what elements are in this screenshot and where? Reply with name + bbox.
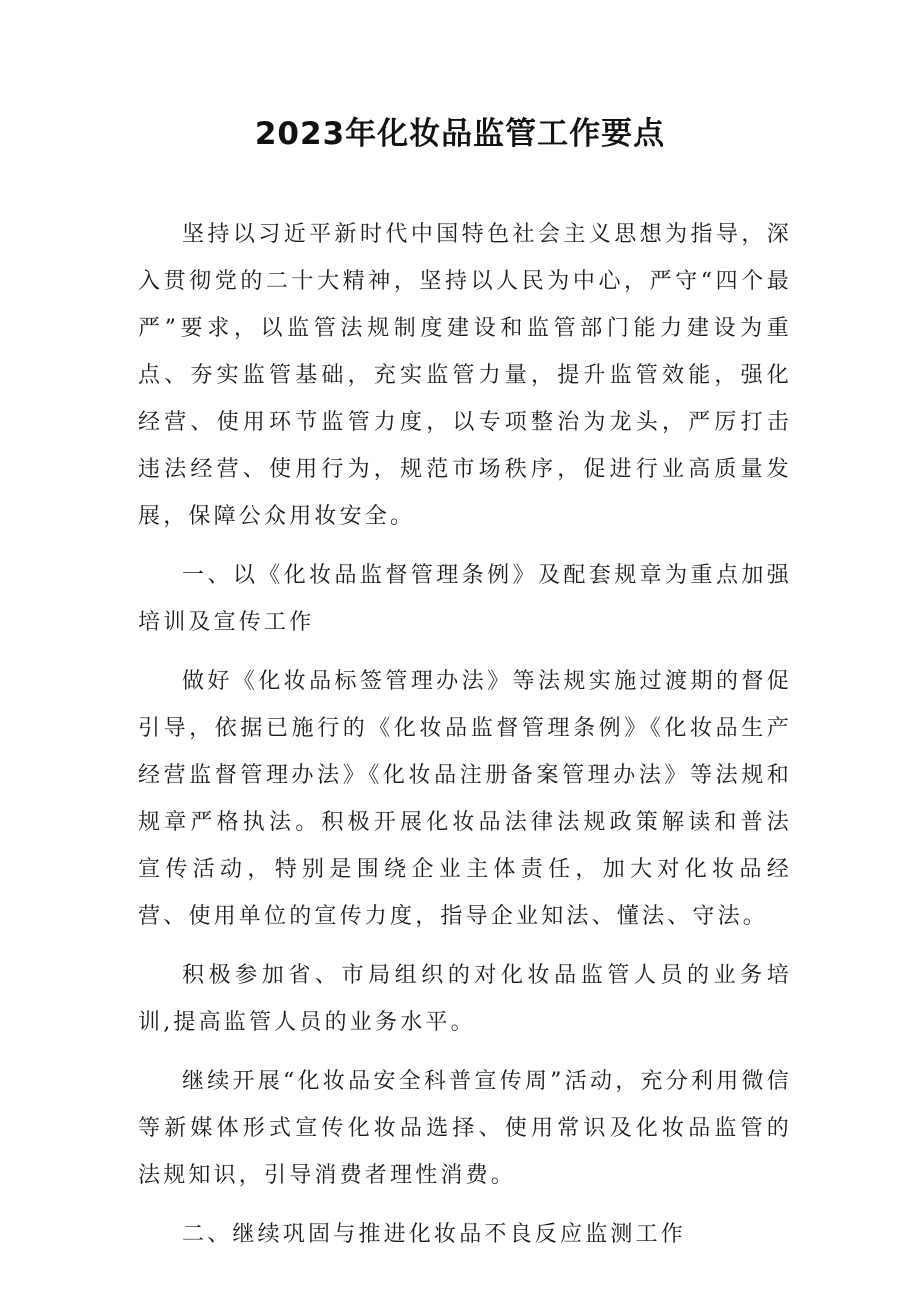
section-heading-1: 一、以《化妆品监督管理条例》及配套规章为重点加强培训及宣传工作 [138, 563, 792, 635]
document-body [138, 211, 792, 1270]
document-title: 2023年化妆品监管工作要点 [254, 116, 666, 152]
section-1-paragraph-3: 继续开展“化妆品安全科普宣传周”活动，充分利用微信等新媒体形式宣传化妆品选择、使用常识及化妆品监管的法规知识，引导消费者理性消费。 [138, 1069, 792, 1188]
section-1-paragraph-2: 积极参加省、市局组织的对化妆品监管人员的业务培训,提高监管人员的业务水平。 [138, 963, 792, 1035]
intro-paragraph: 坚持以习近平新时代中国特色社会主义思想为指导，深入贯彻党的二十大精神，坚持以人民为中心，严守“四个最严”要求，以监管法规制度建设和监管部门能力建设为重点、夯实监管基础，充实监管力量，提升监管效能，强化经营、使用环节监管力度，以专项整治为龙头，严厉打击违法经营、使用行为，规范市场秩序，促进行业高质量发展，保障公众用妆安全。 [138, 222, 792, 529]
section-1-paragraph-1: 做好《化妆品标签管理办法》等法规实施过渡期的督促引导，依据已施行的《化妆品监督管理条例》《化妆品生产经营监督管理办法》《化妆品注册备案管理办法》等法规和规章严格执法。积极开展化妆品法律法规政策解读和普法宣传活动，特别是围绕企业主体责任，加大对化妆品经营、使用单位的宣传力度，指导企业知法、懂法、守法。 [138, 669, 792, 929]
section-heading-2: 二、继续巩固与推进化妆品不良反应监测工作 [182, 1222, 687, 1247]
